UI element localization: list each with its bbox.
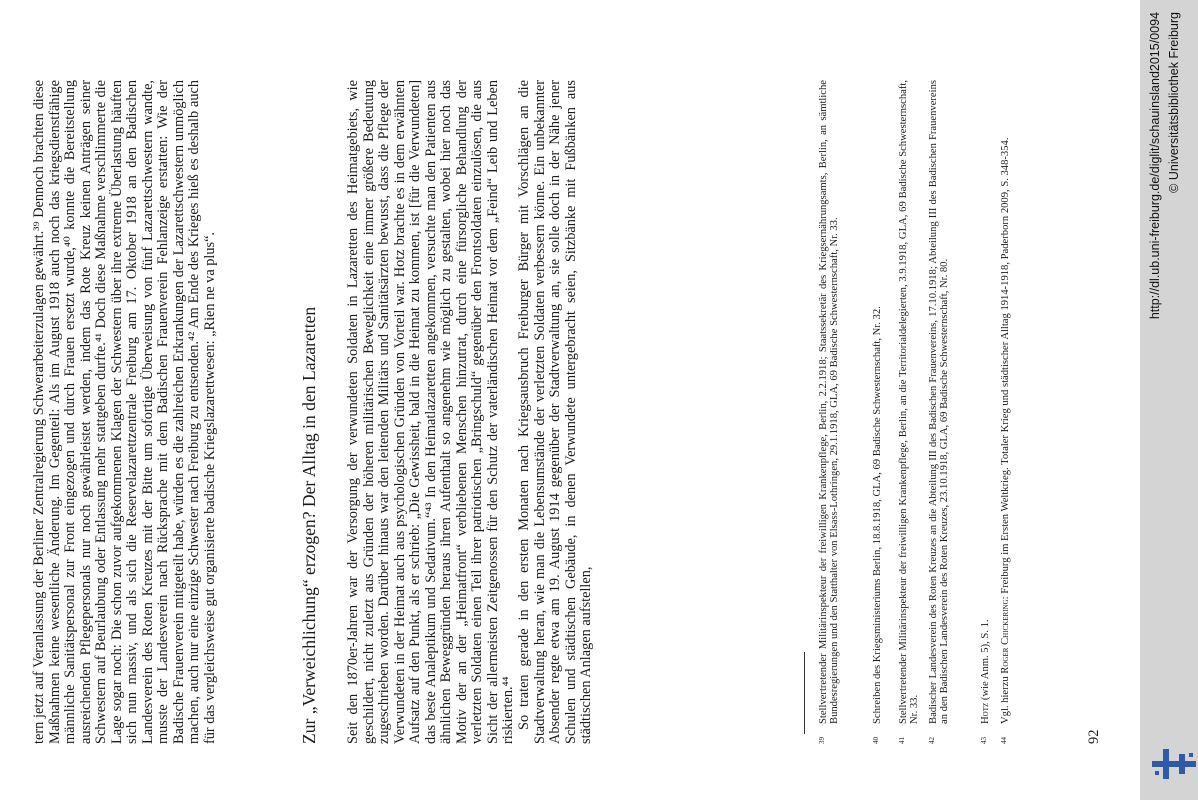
footnote-text: Badischer Landesverein des Roten Kreuzes an die Abteilung III des Badischen Frauenvereins, 17.10.1918; Abteilung III des Badischen Frauenvereins an den Badischen Landesverein des Roten Kreuzes, 23.10.1918, GLA, 69 Badische Schwesternschaft, Nr. 80. xyxy=(928,80,951,724)
sidebar-text xyxy=(1140,0,1198,800)
viewer-sidebar xyxy=(1140,0,1198,800)
logo-bar-horizontal xyxy=(1152,761,1196,767)
footnote-42 xyxy=(928,80,951,744)
footnote-body: (wie Anm. 5), S. 1. xyxy=(980,619,991,703)
footnote-number: 40 xyxy=(872,737,880,744)
logo-bar-vertical xyxy=(1163,749,1169,779)
footnote-author: Hotz xyxy=(980,702,991,724)
footnote-43 xyxy=(980,80,991,744)
footnote-prefix: Vgl. hierzu xyxy=(1000,673,1011,724)
body-paragraph-2: So traten gerade in den ersten Monaten nach Kriegsausbruch Freiburger Bürger mit Vorschlägen an die Stadtverwaltung heran, wie man die Lebensumstände der verletzten Soldaten verbessern könne. Ein unbekannter Absender regte etwa am 19. August 1914 gegenüber der Stadtverwaltung an, sie solle doch in der Nähe jener Schulen und städtischen Gebäude, in denen Verwundete untergebracht seien, Sitzbänke mit Fußbänken aus städtischen Anlagen aufstellen, xyxy=(516,80,595,744)
footnote-text xyxy=(980,80,991,724)
logo-dot xyxy=(1189,753,1193,757)
footnote-author: Roger Chickering xyxy=(1000,599,1011,674)
footnote-41 xyxy=(898,80,921,744)
body-text-block xyxy=(346,80,595,744)
logo-dot xyxy=(1155,771,1159,775)
logo-bar-vertical-short xyxy=(1179,754,1185,774)
footnote-text: Schreiben des Kriegsministeriums Berlin, 18.8.1918, GLA, 69 Badische Schwesternschaft, Nr. 32. xyxy=(872,306,883,724)
footnote-text xyxy=(1000,80,1011,724)
footnote-number: 43 xyxy=(980,737,988,744)
footnote-40 xyxy=(872,80,883,744)
footnote-body: : Freiburg im Ersten Weltkrieg. Totaler Krieg und städtischer Alltag 1914-1918, Paderborn 2009, S. 348-354. xyxy=(1000,137,1011,600)
footnote-number: 41 xyxy=(898,737,906,744)
footnote-separator xyxy=(804,652,805,734)
footnote-number: 44 xyxy=(1000,737,1008,744)
footnote-39 xyxy=(818,80,841,744)
footnote-number: 39 xyxy=(818,737,826,744)
ub-freiburg-logo-icon[interactable] xyxy=(1150,740,1198,788)
footnote-text: Stellvertretender Militärinspekteur der freiwilligen Krankenpflege, Berlin, an die Territorialdelegierten, 3.9.1918, GLA, 69 Badische Schwesternschaft, Nr. 33. xyxy=(898,80,921,724)
page-number: 92 xyxy=(1086,729,1102,744)
copyright-notice: © Universitätsbibliothek Freiburg xyxy=(1167,12,1181,193)
intro-text-block xyxy=(32,80,219,744)
footnote-number: 42 xyxy=(928,737,936,744)
footnote-44 xyxy=(1000,80,1011,744)
intro-paragraph: tern jetzt auf Veranlassung der Berliner Zentralregierung Schwerarbeiterzulagen gewährt.³⁹ Dennoch brachten diese Maßnahmen keine wesentliche Änderung. Im Gegenteil: Als im August 1918 auch noch das kriegsdienstfähige männliche Sanitätspersonal zur Front eingezogen und durch Frauen ersetzt wurde,⁴⁰ konnte die Bereitstellung ausreichenden Pflegepersonals nur noch gewährleistet werden, indem das Rote Kreuz keinen Anträgen seiner Schwestern auf Beurlaubung oder Entlassung mehr stattgeben durfte.⁴¹ Doch diese Maßnahme verschlimmerte die Lage sogar noch: Die schon zuvor aufgekommenen Klagen der Schwestern über ihre extreme Überlastung häuften sich nun massiv, und als sich die Reservelazarettzentrale Freiburg am 17. Oktober 1918 an den Badischen Landesverein des Roten Kreuzes mit der Bitte um sofortige Überweisung von fünf Lazarettschwestern wandte, musste der Landesverein nach Rücksprache mit dem Badischen Frauenverein Fehlanzeige erstatten: Wie der Badische Frauenverein mitgeteilt habe, würden es die zahlreichen Erkrankungen der Lazarettschwestern unmöglich machen, auch nur eine einzige Schwester nach Freiburg zu entsenden.⁴² Am Ende des Krieges hieß es deshalb auch für das vergleichsweise gut organisierte badische Kriegslazarettwesen: „Rien ne va plus“. xyxy=(31,80,219,744)
section-heading: Zur „Verweichlichung“ erzogen? Der Alltag in den Lazaretten xyxy=(299,306,319,744)
source-url-link[interactable]: http://dl.ub.uni-freiburg.de/diglit/schauinsland2015/0094 xyxy=(1148,12,1162,320)
footnote-text: Stellvertretender Militärinspekteur der freiwilligen Krankenpflege, Berlin, 2.2.1918; Staatssekretär des Kriegsernährungsamts, Berlin, an sämtliche Bundesregierungen und den Statthalter von Elsass-Lothringen, 29.1.1918, GLA, 69 Badische Schwesternschaft, Nr. 33. xyxy=(818,80,841,724)
body-paragraph-1: Seit den 1870er-Jahren war der Versorgung der verwundeten Soldaten in Lazaretten des Heimatgebiets, wie geschildert, nicht zuletzt aus Gründen der höheren militärischen Beweglichkeit eine immer größere Bedeutung zugeschrieben worden. Darüber hinaus war den leitenden Militärs und Sanitätsärzten bewusst, dass die Pflege der Verwundeten in der Heimat auch aus psychologischen Gründen von Vorteil war. Hotz brachte es in dem erwähnten Aufsatz auf den Punkt, als er schrieb: „Die Gewissheit, bald in die Heimat zu kommen, ist [für die Verwundeten] das beste Analeptikum und Sedativum.“⁴³ In den Heimatlazaretten angekommen, versuchte man den Patienten aus ähnlichen Beweggründen heraus ihren Aufenthalt so angenehm wie möglich zu gestalten, wobei hier noch das Motiv der an der „Heimatfront“ verbliebenen Menschen hinzutrat, durch eine fürsorgliche Behandlung der verletzten Soldaten einen Teil ihrer patriotischen „Bringschuld“ gegenüber den Frontsoldaten einzulösen, die aus Sicht der allermeisten Zeitgenossen für den Schutz der vaterländischen Heimat vor dem „Feind“ Leib und Leben riskierten.⁴⁴ xyxy=(345,80,517,744)
